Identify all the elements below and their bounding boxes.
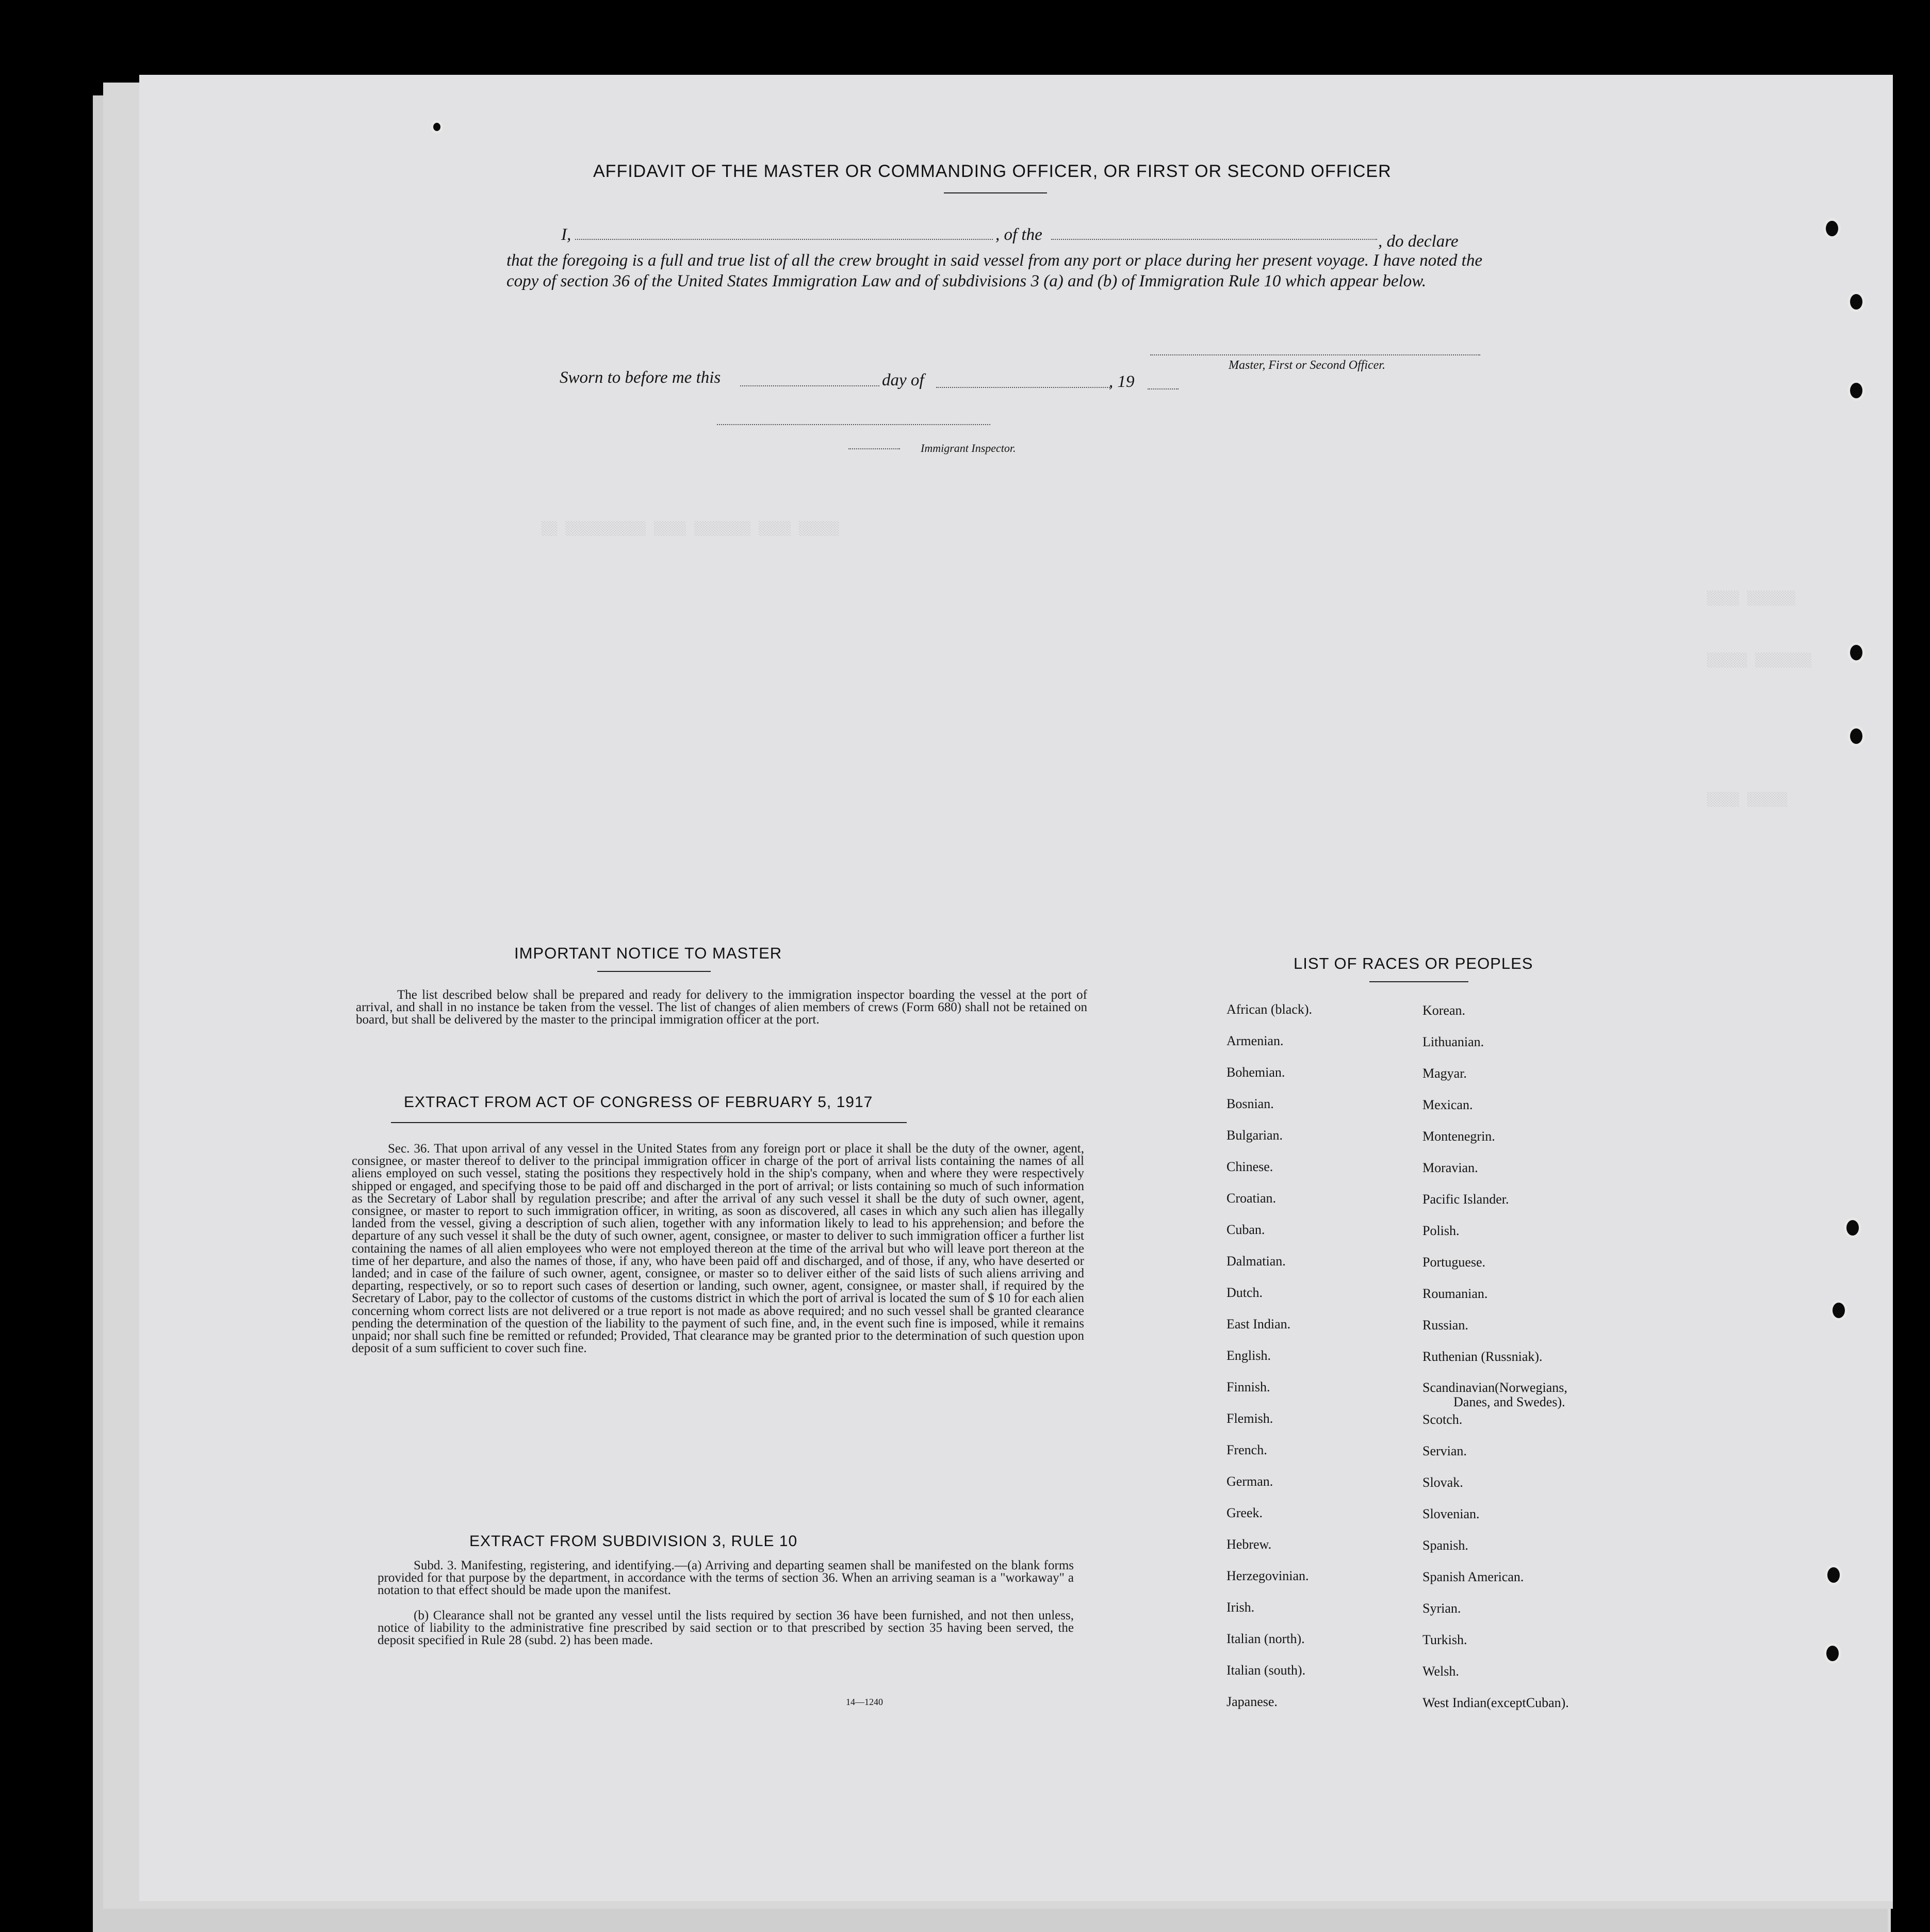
race-item: Lithuanian. — [1422, 1034, 1484, 1049]
heading-rule — [597, 971, 711, 972]
declare-label: , do declare — [1378, 232, 1459, 251]
punch-hole — [1824, 1643, 1841, 1664]
important-notice-heading: IMPORTANT NOTICE TO MASTER — [514, 944, 782, 962]
year-label: , 19 — [1109, 372, 1135, 391]
races-right-column — [1422, 1003, 1569, 1727]
race-item: Irish. — [1226, 1600, 1255, 1615]
punch-hole — [1847, 291, 1865, 312]
act-extract-body: Sec. 36. That upon arrival of any vessel in the United States from any foreign port or place it shall be the duty of the owner, agent, consignee, or master thereof to deliver to the principal immigration officer in charge of the port of arrival lists containing the names of all aliens employed on such vessel, stating the positions they respectively hold in the ship's company, when and where they were respectively shipped or engaged, and specifying those to be paid off and discharged in the port of arrival; or lists containing so much of such information as the Secretary of Labor shall by regulation prescribe; and after the arrival of any such vessel it shall be the duty of such owner, agent, consignee, or master to report to such immigration officer, in writing, as soon as discovered, all cases in which any such alien has illegally landed from the vessel, giving a description of such alien, together with any information likely to lead to his apprehension; and before the departure of any such vessel it shall be the duty of such owner, agent, consignee, or master to deliver to such immigration officer a further list containing the names of all alien employees who were not employed thereon at the time of the arrival but who will leave port thereon at the time of her departure, and also the names of those, if any, who have been paid off and discharged, and of those, if any, who have deserted or landed; and in case of the failure of such owner, agent, consignee, or master so to deliver either of the said lists of such aliens arriving and departing, respectively, or so to report such cases of desertion or landing, such owner, agent, consignee, or master shall, if required by the Secretary of Labor, pay to the collector of customs of the customs district in which the port of arrival is located the sum of $ 10 for each alien concerning whom correct lists are not delivered or a true report is not made as above required; and no such vessel shall be granted clearance pending the determination of the question of the liability to the payment of such fine, and, in the event such fine is imposed, while it remains unpaid; nor shall such fine be remitted or refunded; Provided, That clearance may be granted prior to the determination of such question upon deposit of a sum sufficient to cover such fine. — [352, 1142, 1084, 1356]
vessel-name-line[interactable] — [1051, 239, 1377, 240]
punch-hole — [1847, 380, 1865, 401]
race-item-text: Scandinavian(Norwegians, — [1422, 1380, 1567, 1395]
race-item: Russian. — [1422, 1318, 1468, 1333]
race-item: Turkish. — [1422, 1632, 1467, 1647]
race-item: Spanish. — [1422, 1538, 1468, 1553]
heading-rule — [944, 192, 1047, 193]
race-item: Greek. — [1226, 1505, 1263, 1520]
race-item-continuation: Danes, and Swedes). — [1453, 1394, 1565, 1409]
races-left-column — [1226, 1002, 1312, 1726]
punch-hole — [1830, 1300, 1847, 1321]
race-item: Japanese. — [1226, 1694, 1278, 1709]
race-item: African (black). — [1226, 1002, 1313, 1017]
bleed-through-text: ░░░░ ░░░░░░ — [1707, 591, 1796, 606]
race-item: Welsh. — [1422, 1664, 1459, 1679]
affiant-name-line[interactable] — [575, 239, 993, 240]
inspector-signature-line[interactable] — [717, 424, 990, 425]
sworn-day-line[interactable] — [740, 385, 879, 386]
race-item: West Indian(exceptCuban). — [1422, 1695, 1569, 1710]
bleed-through-text: ░░ ░░░░░░░░░░ ░░░░ ░░░░░░░ ░░░░ ░░░░░ — [542, 521, 840, 537]
race-item: Pacific Islander. — [1422, 1192, 1509, 1207]
punch-hole — [1825, 1565, 1842, 1585]
race-item: Finnish. — [1226, 1379, 1270, 1394]
sworn-label: Sworn to before me this — [560, 368, 721, 387]
race-item: Montenegrin. — [1422, 1129, 1495, 1144]
race-item: Croatian. — [1226, 1191, 1277, 1206]
race-item: Polish. — [1422, 1223, 1460, 1238]
bleed-through-text: ░░░░░ ░░░░░░░ — [1707, 653, 1812, 668]
race-item: Roumanian. — [1422, 1286, 1488, 1301]
rule-extract-para-b: (b) Clearance shall not be granted any vessel until the lists required by section 36 have been furnished, and not then unless, notice of liability to the administrative fine prescribed by said section or to that prescribed by section 35 having been served, the deposit specified in Rule 28 (subd. 2) has been made. — [378, 1609, 1074, 1648]
race-item: Chinese. — [1226, 1159, 1273, 1174]
race-item: Scotch. — [1422, 1412, 1463, 1427]
race-item: Bosnian. — [1226, 1096, 1274, 1111]
affidavit-body: that the foregoing is a full and true list of all the crew brought in said vessel from any port or place during her present voyage. I have noted the copy of section 36 of the United States Immigration Law and of subdivisions 3 (a) and (b) of Immigration Rule 10 which appear below. — [506, 251, 1482, 290]
race-item: Magyar. — [1422, 1066, 1467, 1081]
race-item: French. — [1226, 1442, 1267, 1457]
important-notice-body: The list described below shall be prepared and ready for delivery to the immigration inspector boarding the vessel at the port of arrival, and shall in no instance be taken from the vessel. The list of changes of alien members of crews (Form 680) shall not be retained on board, but shall be delivered by the master to the principal immigration officer at the port. — [356, 988, 1087, 1027]
race-item — [1422, 1381, 1569, 1412]
sworn-month-line[interactable] — [936, 387, 1111, 388]
rule-extract-para-a: Subd. 3. Manifesting, registering, and identifying.—(a) Arriving and departing seamen shall be manifested on the blank forms provided for that purpose by the department, in accordance with the terms of section 36. When an arriving seaman is a "workaway" a notation to that effect should be made upon the manifest. — [378, 1558, 1074, 1598]
race-item: Slovak. — [1422, 1475, 1463, 1490]
punch-hole — [1847, 642, 1865, 663]
document-sheet — [139, 75, 1893, 1901]
race-item: Cuban. — [1226, 1222, 1265, 1237]
race-item: Moravian. — [1422, 1160, 1478, 1175]
punch-hole — [1844, 1217, 1861, 1238]
race-item: Korean. — [1422, 1003, 1466, 1018]
race-item: East Indian. — [1226, 1317, 1291, 1332]
inspector-line-stub — [848, 448, 900, 449]
race-item: Bohemian. — [1226, 1065, 1285, 1080]
vessel-label: , of the — [995, 225, 1042, 244]
punch-hole — [1823, 218, 1841, 239]
affiant-name-label: I, — [561, 225, 571, 244]
day-of-label: day of — [882, 371, 924, 389]
race-item: English. — [1226, 1348, 1271, 1363]
race-item: Italian (south). — [1226, 1663, 1306, 1678]
punch-hole — [1847, 726, 1865, 746]
race-item: Hebrew. — [1226, 1537, 1272, 1552]
race-item: German. — [1226, 1474, 1273, 1489]
punch-hole — [431, 120, 443, 134]
race-item: Italian (north). — [1226, 1631, 1305, 1646]
race-item: Mexican. — [1422, 1097, 1473, 1112]
race-item: Dutch. — [1226, 1285, 1263, 1300]
inspector-caption: Immigrant Inspector. — [921, 442, 1016, 454]
master-signature-line[interactable] — [1150, 354, 1480, 355]
master-signature-caption: Master, First or Second Officer. — [1229, 359, 1385, 372]
rule-extract-heading: EXTRACT FROM SUBDIVISION 3, RULE 10 — [469, 1533, 798, 1550]
race-item: Syrian. — [1422, 1601, 1461, 1616]
act-extract-heading: EXTRACT FROM ACT OF CONGRESS OF FEBRUARY 5, 1917 — [404, 1094, 873, 1111]
heading-rule — [391, 1122, 907, 1123]
affidavit-heading: AFFIDAVIT OF THE MASTER OR COMMANDING OFFICER, OR FIRST OR SECOND OFFICER — [593, 161, 1392, 181]
race-item: Flemish. — [1226, 1411, 1273, 1426]
sworn-year-line[interactable] — [1148, 388, 1179, 389]
race-item: Spanish American. — [1422, 1569, 1524, 1584]
races-heading: LIST OF RACES OR PEOPLES — [1294, 954, 1533, 972]
race-item: Servian. — [1422, 1443, 1467, 1458]
race-item: Herzegovinian. — [1226, 1568, 1309, 1583]
heading-rule — [1369, 981, 1468, 982]
race-item: Armenian. — [1226, 1033, 1284, 1048]
bleed-through-text: ░░░░ ░░░░░ — [1707, 792, 1788, 807]
race-item: Dalmatian. — [1226, 1254, 1286, 1269]
race-item: Slovenian. — [1422, 1506, 1480, 1521]
form-number: 14—1240 — [846, 1697, 883, 1707]
race-item: Bulgarian. — [1226, 1128, 1283, 1143]
race-item: Portuguese. — [1422, 1255, 1486, 1270]
race-item: Ruthenian (Russniak). — [1422, 1349, 1543, 1364]
